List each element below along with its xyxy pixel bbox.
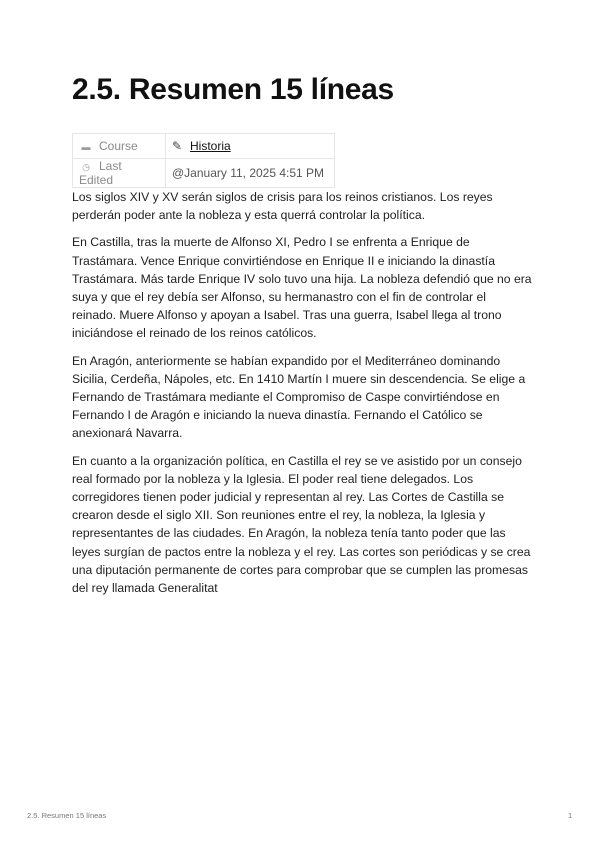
paragraph: En Aragón, anteriormente se habían expandido por el Mediterráneo dominando Sicilia, Cerdeña, Nápoles, etc. En 1410 Martín I muere sin descendencia. Se elige a Fernando de Trastámara mediante el Compromiso de Caspe convirtiéndose en Fernando I de Aragón e iniciando la nueva dinastía. Fernando el Católico se anexionará Navarra. (72, 353, 526, 441)
page-title: 2.5. Resumen 15 líneas (72, 73, 394, 106)
page-number: 1 (568, 811, 573, 820)
property-value-last-edited: @January 11, 2025 4:51 PM (166, 159, 335, 188)
paragraph: Los siglos XIV y XV serán siglos de crisis para los reinos cristianos. Los reyes perderán poder ante la nobleza y esta querrá controlar la política. (72, 190, 493, 223)
property-key-last-edited (73, 159, 166, 188)
paragraph: En Castilla, tras la muerte de Alfonso XI, Pedro I se enfrenta a Enrique de Trastámara. Vence Enrique convirtiéndose en Enrique II e iniciando la dinastía Trastámara. Más tarde Enrique IV solo tuvo una hija. La nobleza defendió que no era suya y que el rey debía ser Alfonso, su hermanastro con el fin de controlar el reinado. Muere Alfonso y apoyan a Isabel. Tras una guerra, Isabel llega al trono iniciándose el reinado de los reinos católicos. (72, 235, 532, 341)
pencil-icon: ✎ (172, 139, 183, 153)
book-icon: ▬ (81, 142, 91, 152)
property-label: Course (99, 139, 138, 153)
course-link[interactable]: Historia (190, 139, 231, 153)
paragraph: En cuanto a la organización política, en Castilla el rey se ve asistido por un consejo real formado por la nobleza y la Iglesia. El poder real tiene delegados. Los corregidores tienen poder judicial y representan al rey. Las Cortes de Castilla se crearon desde el siglo XII. Son reuniones entre el rey, la nobleza, la Iglesia y representantes de las ciudades. En Aragón, la nobleza tenía tanto poder que las leyes surgían de pactos entre la nobleza y el rey. Las cortes son periódicas y se crea una diputación permanente de cortes para comprobar que se cumplen las promesas del rey llamada Generalitat (72, 453, 531, 596)
property-row-course (73, 134, 335, 159)
property-label: Last Edited (79, 159, 122, 187)
property-row-last-edited (73, 159, 335, 188)
property-key-course (73, 134, 166, 159)
property-value-course (166, 134, 335, 159)
clock-icon: ◷ (82, 162, 90, 172)
page-content (72, 188, 532, 606)
footer-title: 2.5. Resumen 15 líneas (27, 811, 107, 820)
properties-table (72, 133, 335, 188)
